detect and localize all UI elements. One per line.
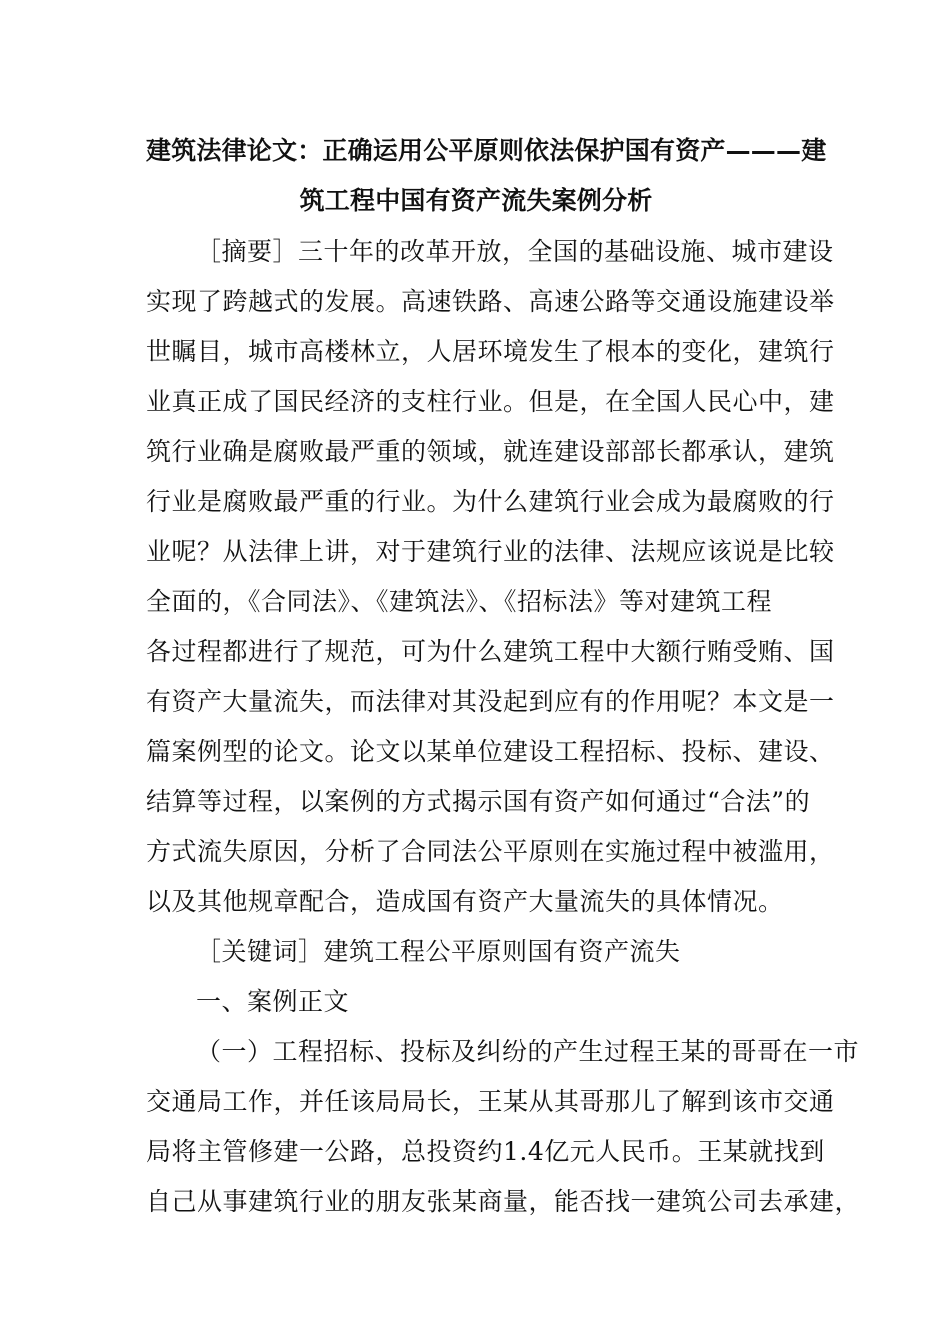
case-line-1: （一）工程招标、投标及纠纷的产生过程王某的哥哥在一市 xyxy=(196,1037,860,1066)
abstract-line-7: 业呢？从法律上讲，对于建筑行业的法律、法规应该说是比较 xyxy=(146,537,835,566)
abstract-line-9: 各过程都进行了规范，可为什么建筑工程中大额行贿受贿、国 xyxy=(146,637,835,666)
abstract-line-10: 有资产大量流失，而法律对其没起到应有的作用呢？本文是一 xyxy=(146,687,835,716)
abstract-line-2: 实现了跨越式的发展。高速铁路、高速公路等交通设施建设举 xyxy=(146,287,835,316)
abstract-line-11: 篇案例型的论文。论文以某单位建设工程招标、投标、建设、 xyxy=(146,737,835,766)
abstract-line-13: 方式流失原因，分析了合同法公平原则在实施过程中被滥用， xyxy=(146,837,835,866)
abstract-line-5: 筑行业确是腐败最严重的领域，就连建设部部长都承认，建筑 xyxy=(146,437,835,466)
case-line-2: 交通局工作，并任该局局长，王某从其哥那儿了解到该市交通 xyxy=(146,1087,835,1116)
case-line-3: 局将主管修建一公路，总投资约1.4亿元人民币。王某就找到 xyxy=(146,1137,825,1166)
case-line-4: 自己从事建筑行业的朋友张某商量，能否找一建筑公司去承建， xyxy=(146,1187,861,1216)
abstract-line-4: 业真正成了国民经济的支柱行业。但是，在全国人民心中，建 xyxy=(146,387,835,416)
abstract-line-1: ［摘要］三十年的改革开放，全国的基础设施、城市建设 xyxy=(196,237,834,266)
abstract-line-8: 全面的，《合同法》、《建筑法》、《招标法》等对建筑工程 xyxy=(146,587,773,616)
section-heading-1: 一、案例正文 xyxy=(196,987,350,1016)
abstract-line-3: 世瞩目，城市高楼林立，人居环境发生了根本的变化，建筑行 xyxy=(146,337,835,366)
title-line-1: 建筑法律论文：正确运用公平原则依法保护国有资产———建 xyxy=(146,136,827,165)
abstract-line-12: 结算等过程，以案例的方式揭示国有资产如何通过“合法”的 xyxy=(146,787,811,816)
abstract-line-14: 以及其他规章配合，造成国有资产大量流失的具体情况。 xyxy=(146,887,784,916)
document-body xyxy=(146,227,861,1227)
keywords-line: ［关键词］建筑工程公平原则国有资产流失 xyxy=(196,937,681,966)
title-line-2: 筑工程中国有资产流失案例分析 xyxy=(299,186,653,215)
document-title xyxy=(146,126,827,226)
abstract-line-6: 行业是腐败最严重的行业。为什么建筑行业会成为最腐败的行 xyxy=(146,487,835,516)
